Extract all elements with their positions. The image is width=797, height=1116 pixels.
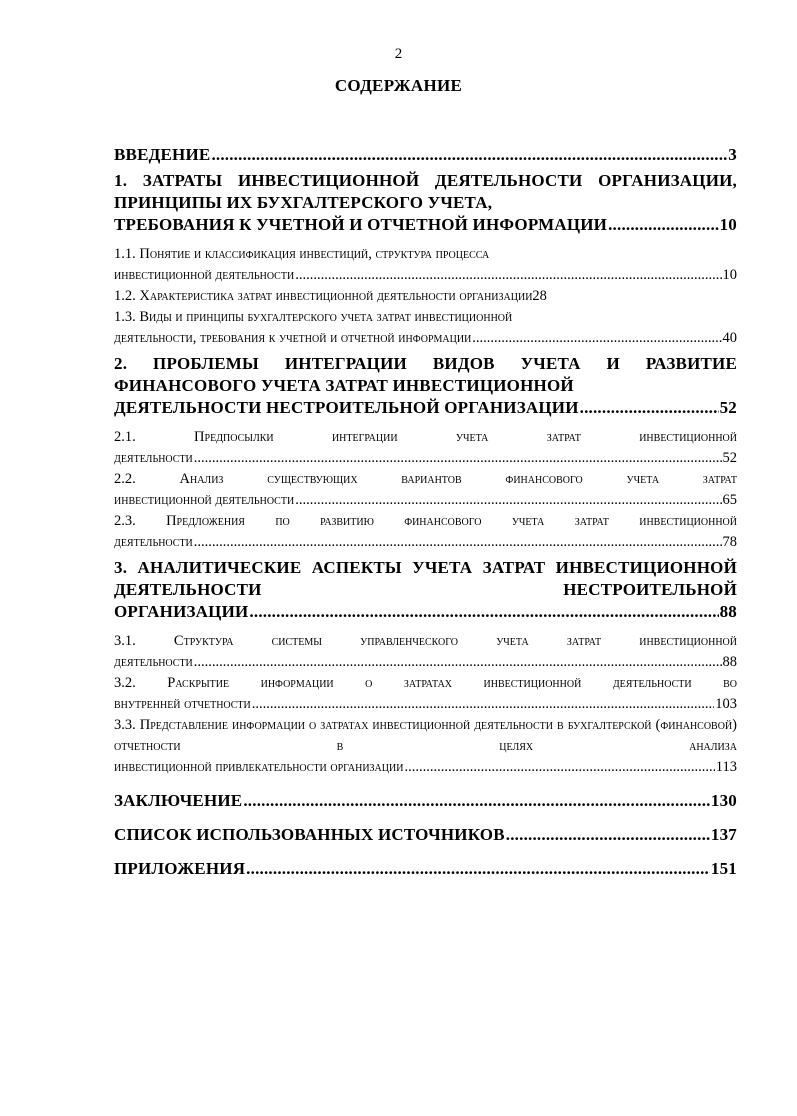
toc-entry-label-end: ДЕЯТЕЛЬНОСТИ НЕСТРОИТЕЛЬНОЙ ОРГАНИЗАЦИИ	[114, 398, 579, 417]
toc-entry-label-end: внутренней отчетности	[114, 696, 251, 712]
toc-entry-label: ЗАКЛЮЧЕНИЕ	[114, 791, 243, 810]
toc-entry-label-end: инвестиционной деятельности	[114, 492, 295, 508]
toc-entry-page: 78	[722, 534, 737, 550]
toc-entry-page: 10	[722, 267, 737, 283]
dot-leader	[249, 601, 718, 623]
toc-entry-section-3-3[interactable]	[114, 715, 737, 778]
toc-entry-label: 1. ЗАТРАТЫ ИНВЕСТИЦИОННОЙ ДЕЯТЕЛЬНОСТИ ОРГАНИЗАЦИИ, ПРИНЦИПЫ ИХ БУХГАЛТЕРСКОГО УЧЕТА,	[114, 171, 737, 212]
dot-leader	[506, 824, 710, 846]
toc-entry-section-3-2[interactable]	[114, 673, 737, 715]
toc-entry-page: 137	[710, 825, 737, 844]
toc-entry-label: 2.3. Предложения по развитию финансового учета затрат инвестиционной	[114, 513, 737, 529]
toc-entry-label: 2.1. Предпосылки интеграции учета затрат инвестиционной	[114, 429, 737, 445]
toc-entry-label-end: деятельности	[114, 534, 193, 550]
toc-entry-chapter-3[interactable]	[114, 557, 737, 623]
dot-leader	[194, 652, 722, 673]
toc-entry-page: 151	[710, 859, 737, 878]
toc-entry-label: 3.3. Представление информации о затратах инвестиционной деятельности в бухгалтерской (финансовой) отчетности в целях анализа	[114, 717, 737, 754]
page-number: 2	[394, 46, 403, 62]
toc-entry-label-end: деятельности, требования к учетной и отчетной информации	[114, 330, 472, 346]
toc-entry-page: 3	[728, 145, 737, 164]
toc-entry-page: 52	[722, 450, 737, 466]
dot-leader	[194, 532, 722, 553]
dot-leader	[608, 214, 719, 236]
toc-entry-page: 103	[715, 696, 737, 712]
toc-entry-sources[interactable]	[114, 824, 737, 846]
toc-entry-label: 1.1. Понятие и классификация инвестиций, структура процесса	[114, 246, 490, 262]
toc-entry-chapter-2[interactable]	[114, 353, 737, 419]
dot-leader	[194, 448, 722, 469]
toc-entry-page: 88	[719, 602, 737, 621]
toc-entry-section-2-3[interactable]	[114, 511, 737, 553]
toc-entry-conclusion[interactable]	[114, 790, 737, 812]
toc-entry-label-end: инвестиционной деятельности	[114, 267, 295, 283]
table-of-contents	[114, 144, 737, 880]
toc-entry-section-3-1[interactable]	[114, 631, 737, 673]
toc-entry-chapter-1[interactable]	[114, 170, 737, 236]
toc-entry-page: 88	[722, 654, 737, 670]
toc-entry-label: СПИСОК ИСПОЛЬЗОВАННЫХ ИСТОЧНИКОВ	[114, 825, 505, 844]
dot-leader	[243, 790, 710, 812]
dot-leader	[211, 144, 727, 166]
toc-entry-section-2-2[interactable]	[114, 469, 737, 511]
toc-entry-page: 40	[722, 330, 737, 346]
toc-entry-label: 2. ПРОБЛЕМЫ ИНТЕГРАЦИИ ВИДОВ УЧЕТА И РАЗВИТИЕ ФИНАНСОВОГО УЧЕТА ЗАТРАТ ИНВЕСТИЦИОННОЙ	[114, 354, 737, 395]
toc-entry-label: ВВЕДЕНИЕ	[114, 145, 211, 164]
toc-entry-intro[interactable]	[114, 144, 737, 166]
dot-leader	[246, 858, 710, 880]
toc-entry-label-end: инвестиционной привлекательности организации	[114, 759, 404, 775]
toc-entry-label: 3.2. Раскрытие информации о затратах инвестиционной деятельности во	[114, 675, 737, 691]
toc-entry-label-end: ТРЕБОВАНИЯ К УЧЕТНОЙ И ОТЧЕТНОЙ ИНФОРМАЦИИ	[114, 215, 608, 234]
dot-leader	[404, 757, 714, 778]
toc-entry-label-end: деятельности	[114, 654, 193, 670]
page-title: СОДЕРЖАНИЕ	[334, 76, 463, 95]
toc-entry-label: 1.2. Характеристика затрат инвестиционной деятельности организации	[114, 288, 533, 304]
dot-leader	[472, 328, 721, 349]
toc-entry-page: 65	[722, 492, 737, 508]
toc-entry-section-1-2[interactable]	[114, 286, 737, 307]
toc-entry-appendix[interactable]	[114, 858, 737, 880]
toc-entry-label: 1.3. Виды и принципы бухгалтерского учета затрат инвестиционной	[114, 309, 513, 325]
dot-leader	[295, 265, 721, 286]
toc-entry-page: 130	[710, 791, 737, 810]
toc-entry-label-end: деятельности	[114, 450, 193, 466]
toc-entry-section-2-1[interactable]	[114, 427, 737, 469]
toc-entry-label: 3.1. Структура системы управленческого учета затрат инвестиционной	[114, 633, 737, 649]
toc-entry-label: 3. АНАЛИТИЧЕСКИЕ АСПЕКТЫ УЧЕТА ЗАТРАТ ИНВЕСТИЦИОННОЙ ДЕЯТЕЛЬНОСТИ НЕСТРОИТЕЛЬНОЙ	[114, 558, 737, 599]
dot-leader	[252, 694, 714, 715]
dot-leader	[580, 397, 719, 419]
toc-entry-label-end: ОРГАНИЗАЦИИ	[114, 602, 249, 621]
toc-entry-page: 10	[719, 215, 737, 234]
toc-entry-label: ПРИЛОЖЕНИЯ	[114, 859, 246, 878]
toc-entry-section-1-3[interactable]	[114, 307, 737, 349]
dot-leader	[295, 490, 721, 511]
toc-entry-section-1-1[interactable]	[114, 244, 737, 286]
toc-entry-page: 113	[715, 759, 737, 775]
toc-entry-page: 28	[532, 288, 547, 304]
toc-entry-page: 52	[719, 398, 737, 417]
toc-entry-label: 2.2. Анализ существующих вариантов финансового учета затрат	[114, 471, 737, 487]
